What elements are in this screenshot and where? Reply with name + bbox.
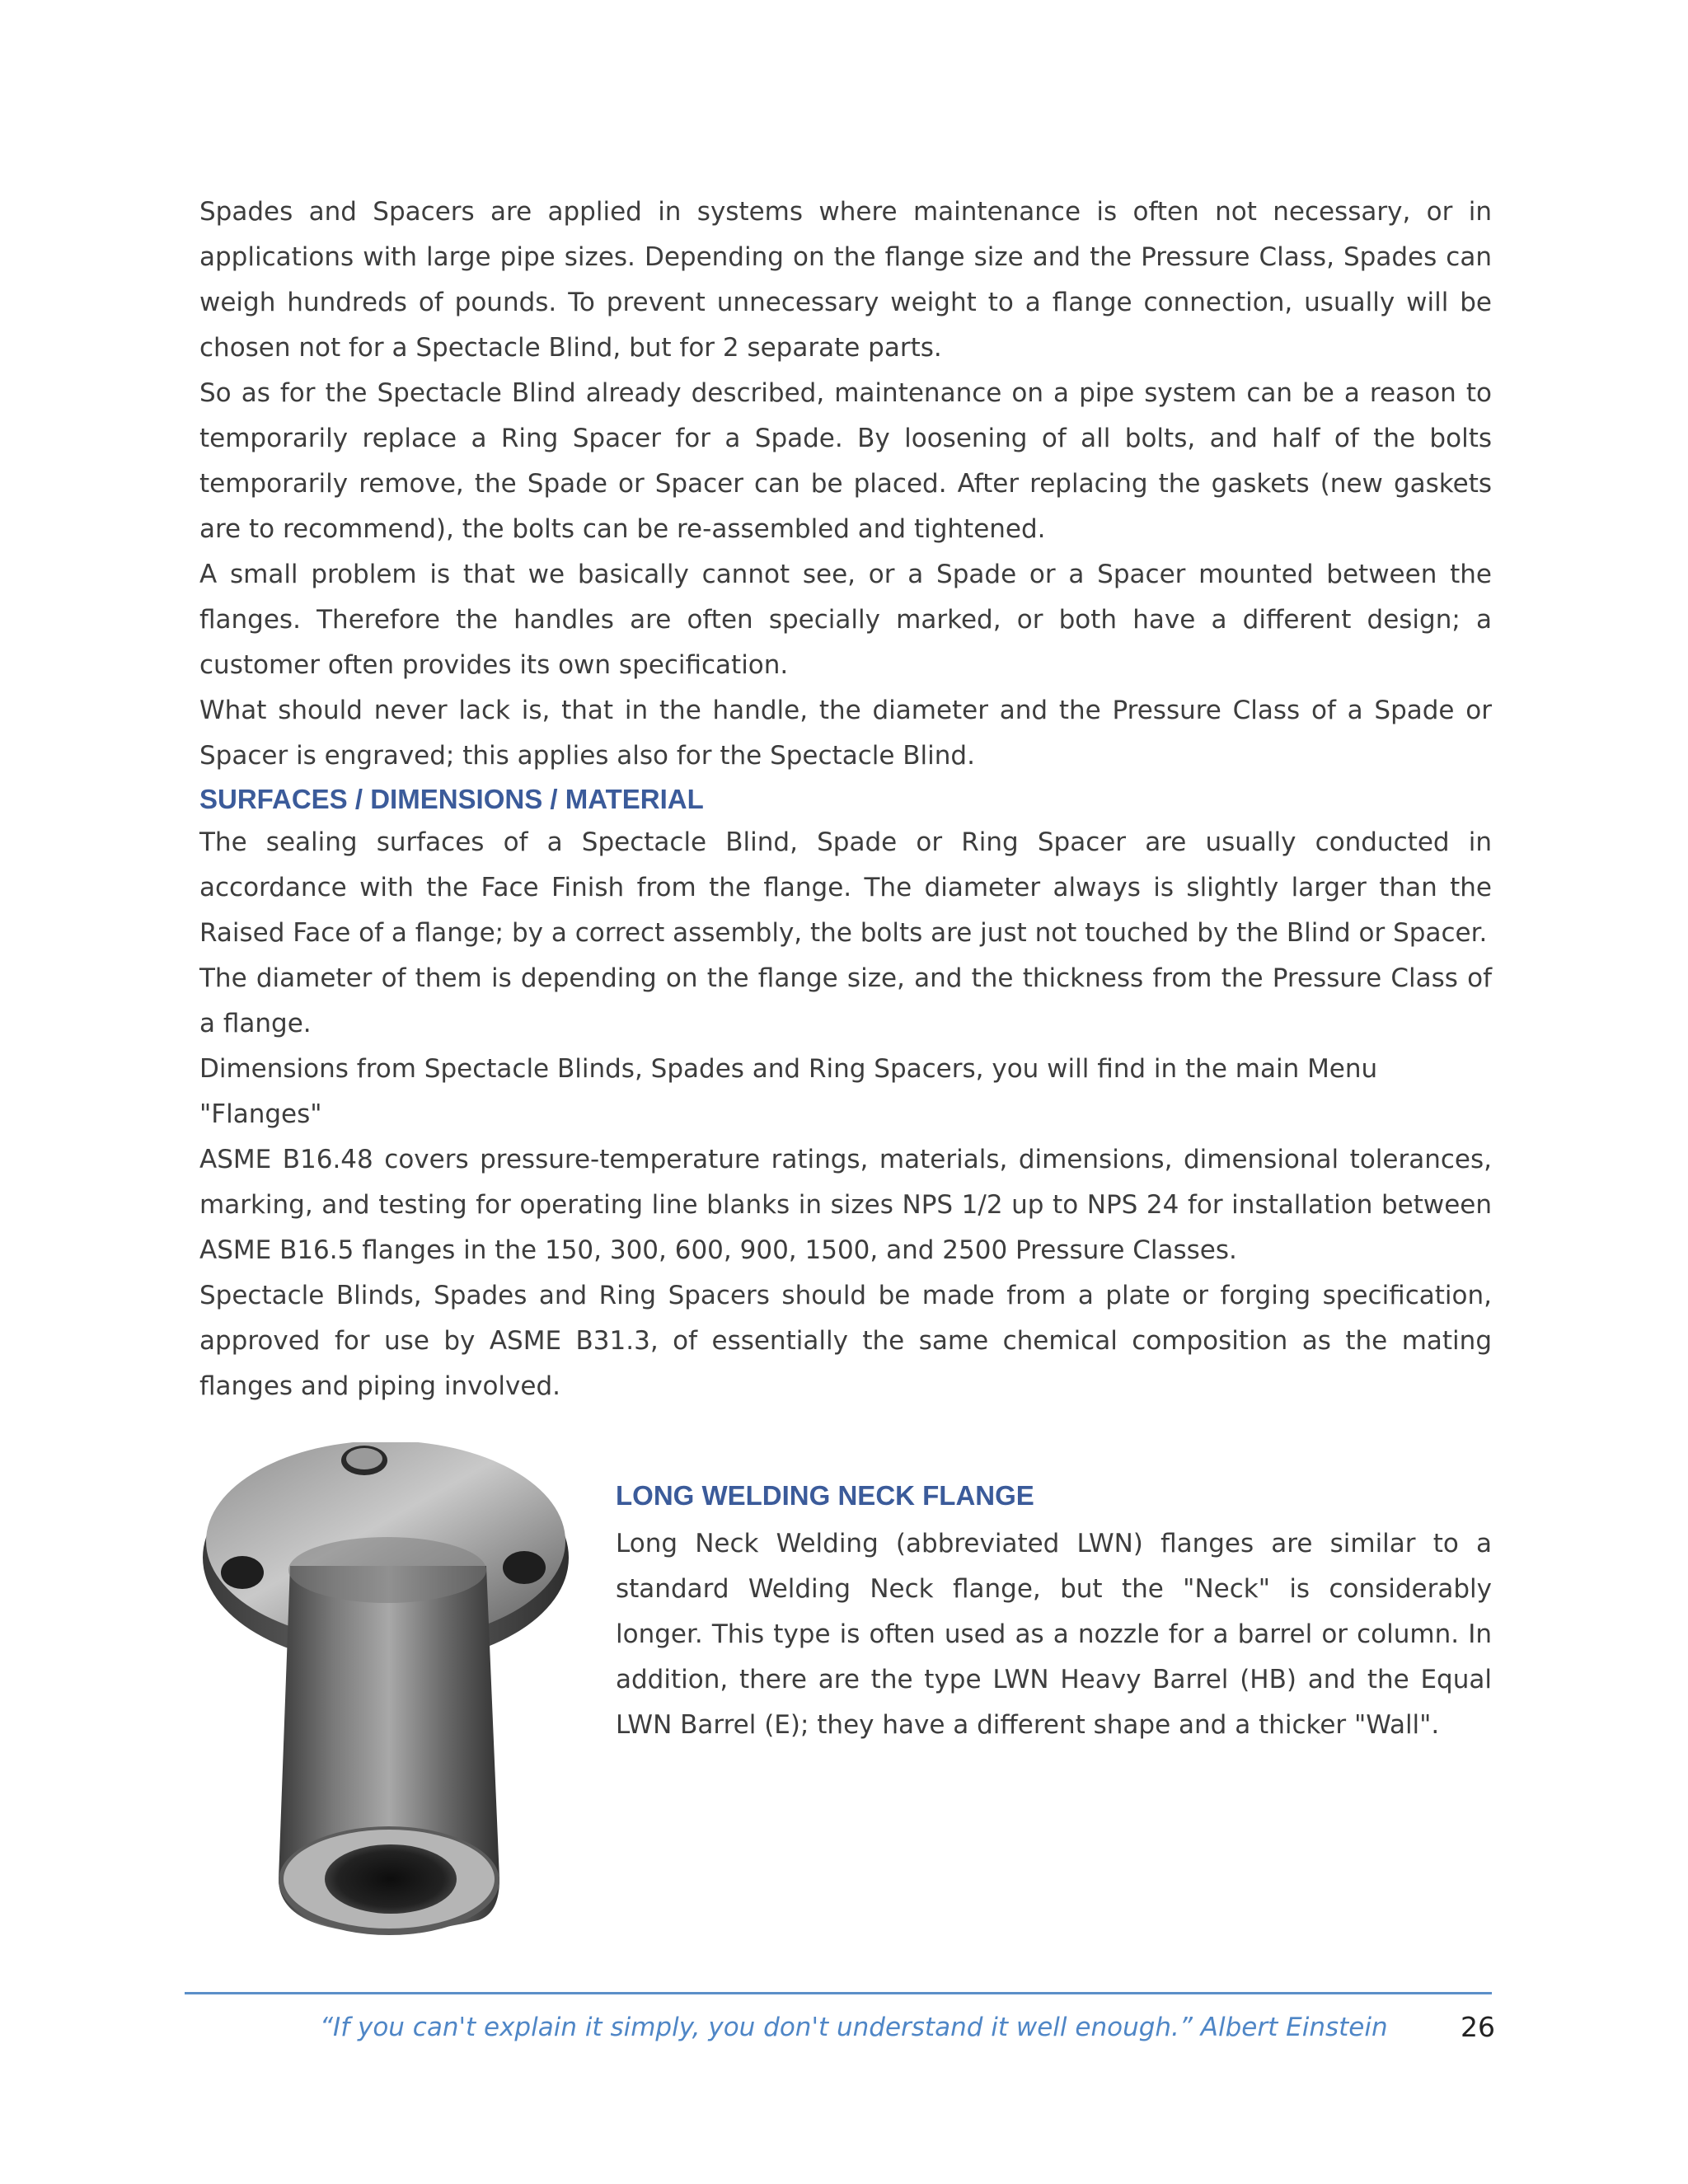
intro-paragraph-3: A small problem is that we basically cannot see, or a Spade or a Spacer mounted between the flanges. Therefore the handles are often specially marked, or both have a different design; a customer often provides its own specification. bbox=[199, 560, 1492, 680]
lwn-heading: LONG WELDING NECK FLANGE bbox=[616, 1480, 1034, 1511]
footer-divider bbox=[185, 1992, 1492, 1994]
surfaces-heading: SURFACES / DIMENSIONS / MATERIAL bbox=[199, 784, 704, 814]
footer-quote: “If you can't explain it simply, you don't understand it well enough.” Albert Einstein bbox=[320, 2013, 1388, 2042]
intro-paragraph-2: So as for the Spectacle Blind already described, maintenance on a pipe system can be a reason to temporarily replace a Ring Spacer for a Spade. By loosening of all bolts, and half of the bolts temporarily remove, the Spade or Spacer can be placed. After replacing the gaskets (new gaskets are to recommend), the bolts can be re-assembled and tightened. bbox=[199, 378, 1492, 544]
intro-paragraph-4: What should never lack is, that in the handle, the diameter and the Pressure Class of a Spade or Spacer is engraved; this applies also for the Spectacle Blind. bbox=[199, 696, 1492, 771]
lwn-section bbox=[199, 1442, 1492, 1953]
lwn-paragraph: Long Neck Welding (abbreviated LWN) flanges are similar to a standard Welding Neck flange, but the "Neck" is considerably longer. This type is often used as a nozzle for a barrel or column. In addition, there are the type LWN Heavy Barrel (HB) and the Equal LWN Barrel (E); they have a different shape and a thicker "Wall". bbox=[616, 1529, 1492, 1740]
surfaces-paragraph-2: The diameter of them is depending on the flange size, and the thickness from the Pressure Class of a flange. bbox=[199, 963, 1492, 1038]
intro-paragraph-1: Spades and Spacers are applied in systems where maintenance is often not necessary, or in applications with large pipe sizes. Depending on the flange size and the Pressure Class, Spades can weigh hundreds of pounds. To prevent unnecessary weight to a flange connection, usually will be chosen not for a Spectacle Blind, but for 2 separate parts. bbox=[199, 197, 1492, 363]
surfaces-paragraph-1: The sealing surfaces of a Spectacle Blind, Spade or Ring Spacer are usually conducted in accordance with the Face Finish from the flange. The diameter always is slightly larger than the Raised Face of a flange; by a correct assembly, the bolts are just not touched by the Blind or Spacer. bbox=[199, 827, 1492, 948]
page-number: 26 bbox=[1461, 2011, 1495, 2043]
surfaces-paragraph-5: Spectacle Blinds, Spades and Ring Spacers should be made from a plate or forging specification, approved for use by ASME B31.3, of essentially the same chemical composition as the mating flanges and piping involved. bbox=[199, 1281, 1492, 1401]
surfaces-paragraph-4: ASME B16.48 covers pressure-temperature ratings, materials, dimensions, dimensional tolerances, marking, and testing for operating line blanks in sizes NPS 1/2 up to NPS 24 for installation between ASME B16.5 flanges in the 150, 300, 600, 900, 1500, and 2500 Pressure Classes. bbox=[199, 1145, 1492, 1265]
lwn-text bbox=[616, 1475, 1492, 1748]
main-content bbox=[199, 190, 1492, 1409]
long-welding-neck-flange-photo bbox=[199, 1442, 570, 1945]
surfaces-paragraph-3: Dimensions from Spectacle Blinds, Spades and Ring Spacers, you will find in the main Menu "Flanges" bbox=[199, 1054, 1378, 1129]
